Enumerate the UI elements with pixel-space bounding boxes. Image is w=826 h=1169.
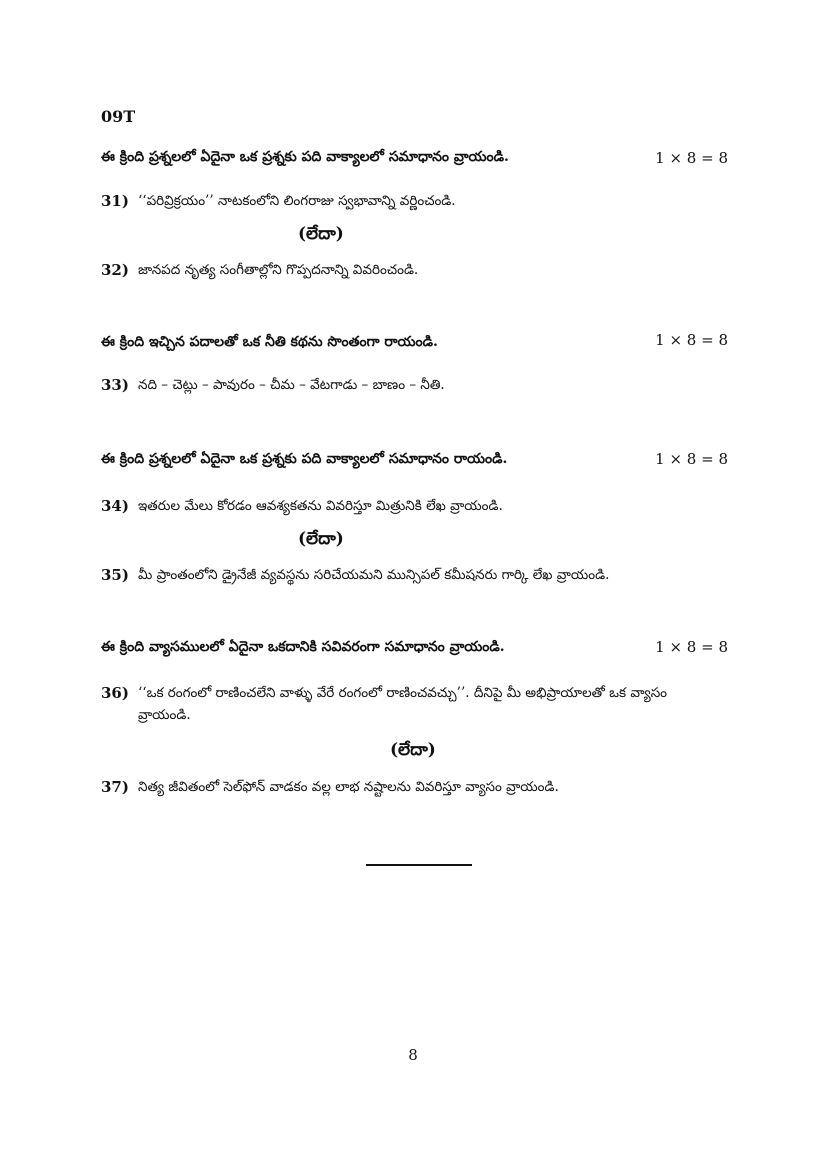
question-34-number: 34)	[101, 497, 129, 515]
question-33-number: 33)	[101, 376, 129, 394]
or-separator-1: (లేదా)	[298, 224, 344, 244]
section-1-instruction: ఈ క్రింది ప్రశ్నలలో ఏదైనా ఒక ప్రశ్నకు పది వాక్యాలలో సమాధానం వ్రాయండి.	[101, 149, 509, 165]
section-3-instruction: ఈ క్రింది ప్రశ్నలలో ఏదైనా ఒక ప్రశ్నకు పది వాక్యాలలో సమాధానం రాయండి.	[101, 451, 508, 467]
question-31-number: 31)	[101, 192, 129, 210]
question-34-text: ఇతరుల మేలు కోరడం ఆవశ్యకతను వివరిస్తూ మిత్రునికి లేఖ వ్రాయండి.	[138, 498, 503, 514]
or-separator-3: (లేదా)	[390, 740, 436, 760]
question-35-text: మీ ప్రాంతంలోని డ్రైనేజీ వ్యవస్థను సరిచేయమని మున్సిపల్ కమీషనరు గార్కి లేఖ వ్రాయండి.	[138, 567, 610, 583]
question-35-number: 35)	[101, 566, 129, 584]
page-number: 8	[408, 1046, 418, 1064]
section-2-instruction: ఈ క్రింది ఇచ్చిన పదాలతో ఒక నీతి కథను సొంతంగా రాయండి.	[101, 334, 438, 350]
section-1-marks: 1 × 8 = 8	[655, 149, 728, 167]
question-32-text: జానపద నృత్య సంగీతాల్లోని గొప్పదనాన్ని వివరించండి.	[138, 262, 419, 278]
section-4-marks: 1 × 8 = 8	[655, 638, 728, 656]
question-32-number: 32)	[101, 261, 129, 279]
question-33-text: నది – చెట్లు – పావురం – చీమ – వేటగాడు – బాణం – నీతి.	[138, 377, 445, 393]
paper-code: 09T	[101, 107, 136, 126]
question-36-text: ‘‘ఒక రంగంలో రాణించలేని వాళ్ళు వేరే రంగంలో రాణించవచ్చు’’. దీనిపై మీ అభిప్రాయాలతో ఒక వ్యాసం వ్రాయండి.	[138, 685, 668, 723]
section-2-marks: 1 × 8 = 8	[655, 331, 728, 349]
question-31-text: ‘‘పరివ్రిక్రయం’’ నాటకంలోని లింగరాజు స్వభావాన్ని వర్ణించండి.	[138, 193, 456, 209]
question-37-text: నిత్య జీవితంలో సెల్‌ఫోన్ వాడకం వల్ల లాభ నష్టాలను వివరిస్తూ వ్యాసం వ్రాయండి.	[138, 779, 559, 795]
question-36-number: 36)	[101, 684, 129, 702]
question-37-number: 37)	[101, 778, 129, 796]
section-4-instruction: ఈ క్రింది వ్యాసములలో ఏదైనా ఒకదానికి సవివరంగా సమాధానం వ్రాయండి.	[101, 639, 505, 655]
or-separator-2: (లేదా)	[298, 529, 344, 549]
section-3-marks: 1 × 8 = 8	[655, 450, 728, 468]
end-rule	[366, 864, 472, 866]
